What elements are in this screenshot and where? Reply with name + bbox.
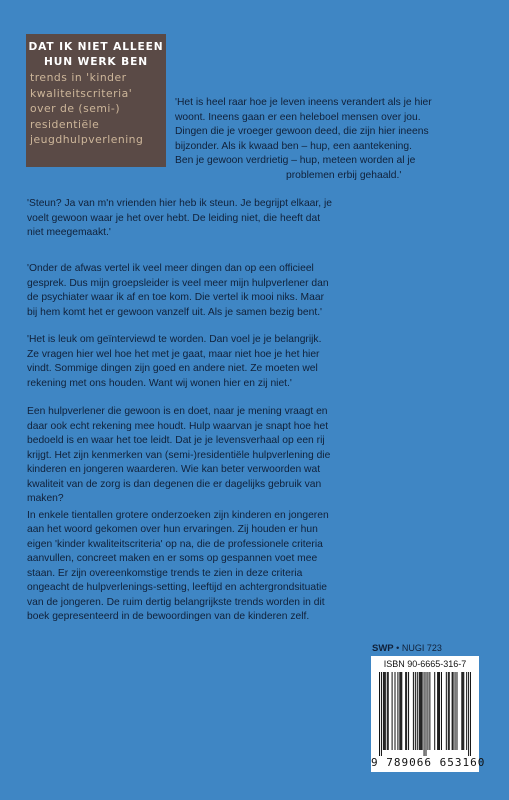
nugi-code: NUGI 723 xyxy=(401,643,442,653)
publisher-name: SWP xyxy=(372,643,394,654)
publisher-info xyxy=(372,643,442,654)
barcode-bar xyxy=(387,672,388,750)
subtitle-line-4: residentiële xyxy=(30,117,100,131)
barcode-bar xyxy=(441,672,442,750)
description-line: eigen 'kinder kwaliteitscriteria' op na, die de professionele criteria xyxy=(27,538,323,550)
subtitle-line-3: over de (semi-) xyxy=(30,102,121,115)
barcode-bar xyxy=(415,672,416,750)
description-line: aan het woord gekomen over hun ervaringen. Zij houden er hun xyxy=(27,524,318,535)
barcode-bar xyxy=(399,672,400,750)
barcode-bar xyxy=(452,672,453,750)
description-line: In enkele tientallen grotere onderzoeken zijn kinderen en jongeren xyxy=(27,509,329,521)
quote-3-line: de psychiater waar ik af en toe kom. Die vertel ik mooi niks. Maar xyxy=(27,292,325,303)
barcode-bar xyxy=(394,672,395,750)
description-line: maken? xyxy=(27,493,64,504)
barcode-bar xyxy=(413,672,414,750)
barcode-bar xyxy=(438,672,439,750)
quote-4 xyxy=(27,333,477,391)
barcode-bar xyxy=(381,672,382,756)
quote-1-line: 'Het is heel raar hoe je leven ineens verandert als je hier xyxy=(175,97,432,108)
bullet-separator: • xyxy=(396,643,400,653)
barcode-bar xyxy=(401,672,402,750)
barcode-bar xyxy=(429,672,430,750)
barcode-bar xyxy=(388,672,389,750)
subtitle-line-2: kwaliteitscriteria' xyxy=(30,86,133,100)
quote-2-line: niet meegemaakt.' xyxy=(27,227,111,238)
subtitle-line-1: trends in 'kinder xyxy=(30,71,127,84)
isbn-number: ISBN 90-6665-316-7 xyxy=(383,659,467,669)
barcode-bar xyxy=(408,672,409,750)
quote-3-line: bij hem komt het er gewoon vanzelf uit. Als je samen bezig bent.' xyxy=(27,306,323,318)
barcode-bar xyxy=(455,672,456,750)
barcode-bar xyxy=(456,672,457,750)
barcode-bar xyxy=(462,672,463,750)
quote-1 xyxy=(175,96,475,183)
description-line: van de jongeren. De ruim dertig belangrijkste trends worden in dit xyxy=(27,596,325,608)
quote-4-line: rekening met ons houden. Want wij wonen hier en zij niet.' xyxy=(27,377,292,389)
barcode-bar xyxy=(406,672,407,750)
barcode-bar xyxy=(420,672,421,750)
barcode-bar xyxy=(461,672,462,750)
quote-3-line: gesprek. Dus mijn groepsleider is veel meer mijn hulpverlener dan xyxy=(27,277,329,289)
quote-2-line: 'Steun? Ja van m'n vrienden hier heb ik steun. Je begrijpt elkaar, je xyxy=(27,198,333,209)
barcode-bar xyxy=(439,672,440,750)
quote-3 xyxy=(27,262,477,320)
barcode-bar xyxy=(470,672,471,756)
quote-1-line: woont. Ineens gaan er een heleboel mensen over jou. xyxy=(175,111,421,123)
barcode-bar xyxy=(448,672,449,750)
barcode-bar xyxy=(446,672,447,750)
barcode-bar xyxy=(383,672,384,750)
quote-3-line: 'Onder de afwas vertel ik veel meer dingen dan op een officieel xyxy=(27,263,314,274)
description-line: Een hulpverlener die gewoon is en doet, naar je mening vraagt en xyxy=(27,406,328,417)
description-line: daar ook echt rekening mee houdt. Hulp waarvan je snapt hoe het xyxy=(27,420,329,432)
description-line: staan. Er zijn overeenkomstige trends te zien in deze criteria xyxy=(27,567,303,579)
quote-1-line: Dingen die je vroeger gewoon deed, die zijn hier ineens xyxy=(175,126,429,137)
subtitle-line-5: jeugdhulpverlening xyxy=(30,133,144,146)
barcode-bar xyxy=(453,672,454,750)
description-line: kinderen en jongeren waarderen. Wie kan beter verwoorden wat xyxy=(27,464,321,475)
description-line: kwaliteit van de zorg is dan degenen die er dagelijks gebruik van xyxy=(27,478,322,490)
description-line: ongeacht de hulpverlenings-setting, leeftijd en achtergrondsituatie xyxy=(27,582,327,593)
description-line: aanvullen, concreet maken en er soms op gespannen voet mee xyxy=(27,553,318,564)
barcode-bar xyxy=(449,672,450,750)
title-line-2: HUN WERK BEN xyxy=(44,56,148,68)
barcode-bar xyxy=(425,672,426,756)
barcode-bar xyxy=(379,672,380,756)
quote-1-line: problemen erbij gehaald.' xyxy=(286,169,402,181)
barcode-bars xyxy=(379,672,471,756)
quote-4-line: Ze vragen hier wel hoe het met je gaat, maar niet hoe je het hier xyxy=(27,348,320,360)
barcode-bar xyxy=(405,672,406,750)
barcode-bar xyxy=(427,672,428,750)
barcode-bar xyxy=(400,672,401,750)
quote-2-line: voelt gewoon waar je het over hebt. De leiding niet, die heeft dat xyxy=(27,212,321,224)
barcode-bar xyxy=(419,672,420,750)
barcode-bar xyxy=(385,672,386,750)
ean-number: 9 789066 653160 xyxy=(371,756,486,769)
quote-4-line: vindt. Sommige dingen zijn goed en andere niet. Ze moeten wel xyxy=(27,363,318,374)
description-line: boek gepresenteerd in de bewoordingen van de kinderen zelf. xyxy=(27,611,310,622)
barcode-bar xyxy=(421,672,422,750)
title-line-1: DAT IK NIET ALLEEN xyxy=(28,41,164,53)
description-line: krijgt. Het zijn kenmerken van (semi-)residentiële hulpverlening die xyxy=(27,449,331,461)
title-block xyxy=(26,34,166,167)
quote-1-line: bijzonder. Als ik kwaad ben – hup, een aantekening. xyxy=(175,140,412,152)
description-line: bedoeld is en waar het toe leidt. Dat je je levensverhaal op een rij xyxy=(27,435,325,446)
barcode-box xyxy=(371,656,486,772)
barcode-bar xyxy=(466,672,467,750)
barcode-bar xyxy=(392,672,393,750)
barcode-bar xyxy=(434,672,435,750)
description xyxy=(27,405,477,625)
quote-4-line: 'Het is leuk om geïnterviewd te worden. Dan voel je je belangrijk. xyxy=(27,334,322,345)
barcode-bar xyxy=(437,672,438,750)
barcode-bar xyxy=(384,672,385,750)
barcode-bar xyxy=(422,672,423,750)
quote-2 xyxy=(27,197,477,241)
barcode-bar xyxy=(463,672,464,750)
barcode-bar xyxy=(468,672,469,756)
barcode-bar xyxy=(397,672,398,750)
barcode-bar xyxy=(424,672,425,756)
barcode-bar xyxy=(417,672,418,750)
quote-1-line: Ben je gewoon verdrietig – hup, meteen worden al je xyxy=(175,155,416,166)
